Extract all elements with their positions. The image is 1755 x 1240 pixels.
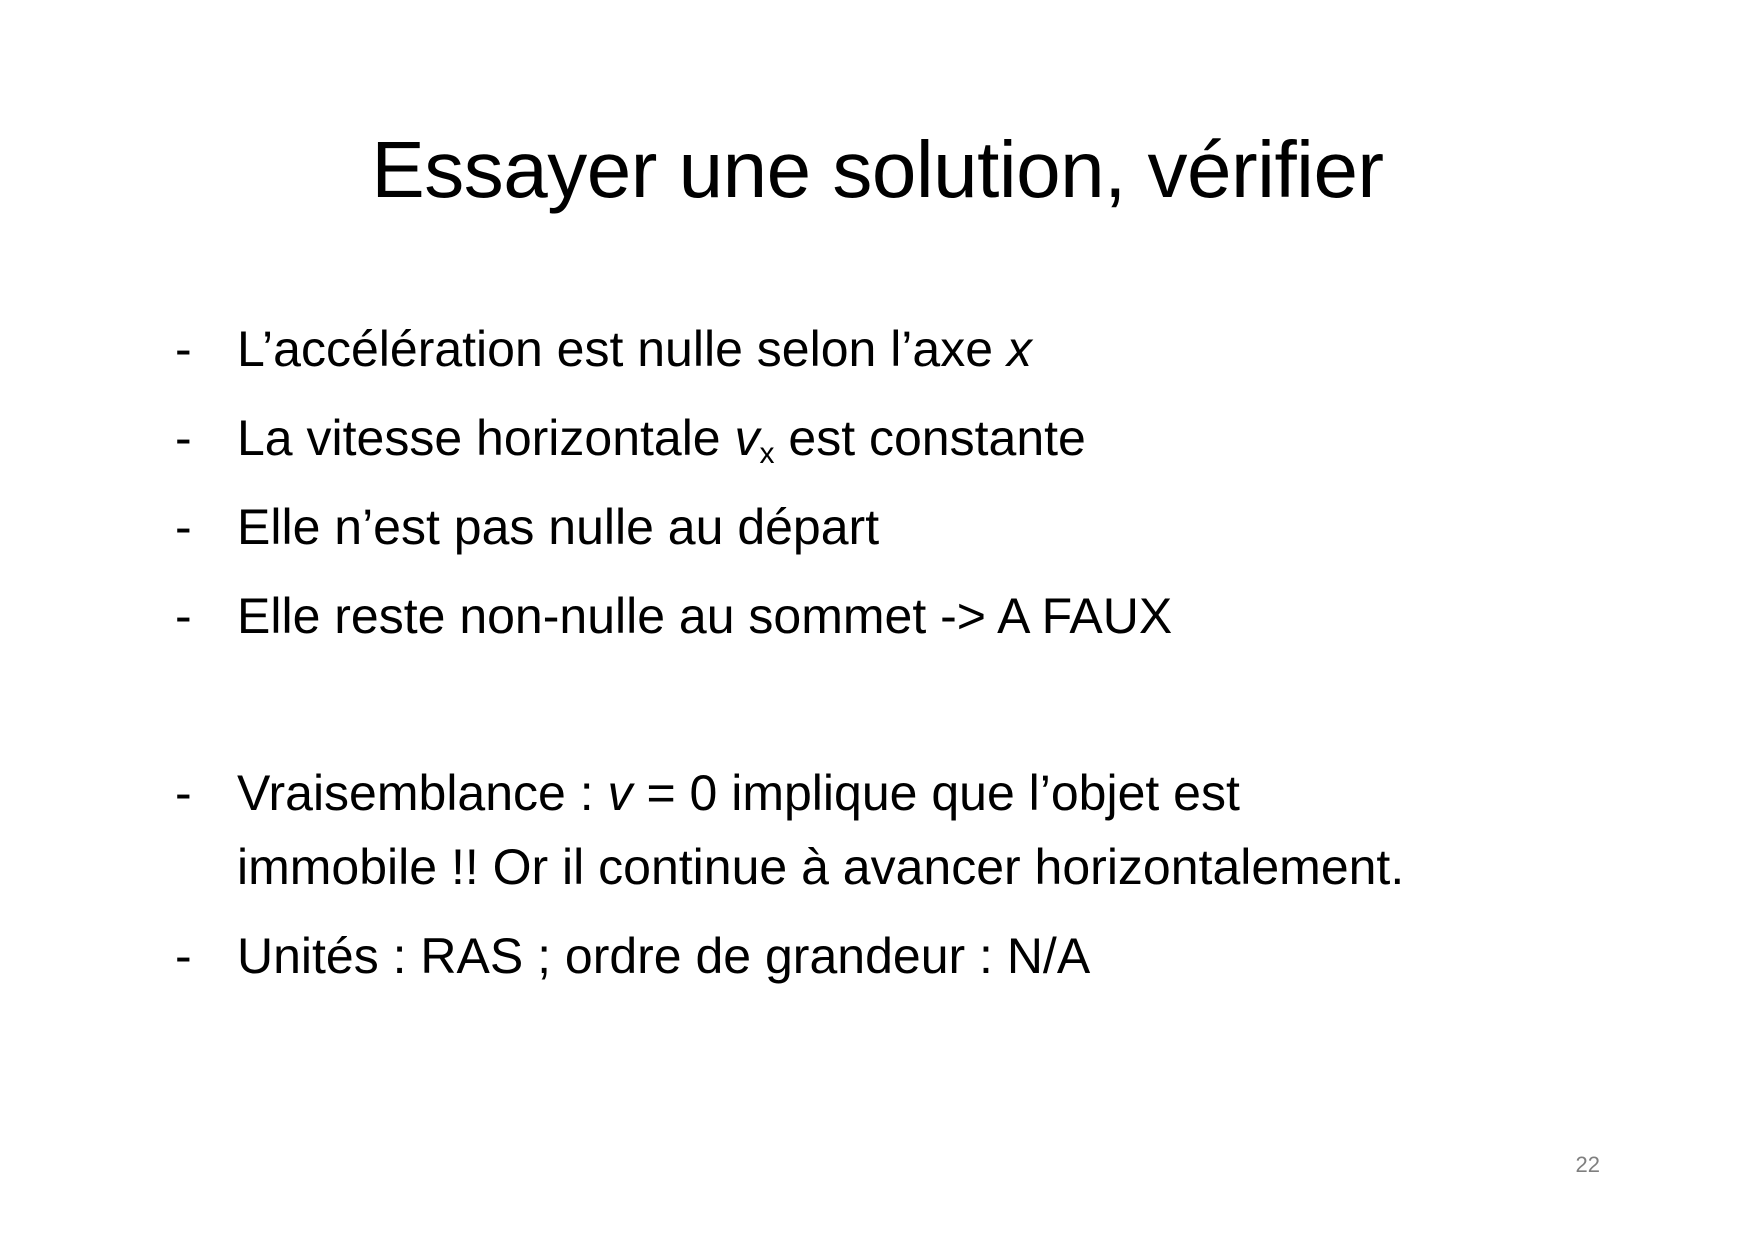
- bullet-line: immobile !! Or il continue à avancer horizontalement.: [237, 839, 1405, 895]
- bullet-line: [237, 756, 1637, 830]
- bullet-text-part: La vitesse horizontale: [237, 410, 735, 466]
- bullet-text: Unités : RAS ; ordre de grandeur : N/A: [237, 928, 1091, 984]
- slide-title: Essayer une solution, vérifier: [371, 125, 1384, 214]
- bullet-marker: -: [175, 588, 192, 644]
- bullet-text-part: = 0 implique que l’objet est: [632, 765, 1240, 821]
- variable-subscript: x: [759, 437, 775, 470]
- bullet-marker: -: [175, 765, 192, 821]
- bullet-marker: -: [175, 928, 192, 984]
- bullet-text-part: L’accélération est nulle selon l’axe: [237, 321, 1007, 377]
- bullet-text: [237, 312, 1637, 386]
- variable-symbol: v: [607, 765, 633, 821]
- bullet-text-part: Vraisemblance :: [237, 765, 608, 821]
- variable-symbol: x: [1006, 321, 1032, 377]
- bullet-marker: -: [175, 321, 192, 377]
- bullet-text: [237, 401, 1637, 491]
- variable-symbol: v: [734, 410, 760, 466]
- bullet-text: Elle n’est pas nulle au départ: [237, 499, 880, 555]
- bullet-text-part: est constante: [774, 410, 1086, 466]
- bullet-marker: -: [175, 410, 192, 466]
- page-number: 22: [1575, 1152, 1600, 1177]
- bullet-text: Elle reste non-nulle au sommet -> A FAUX: [237, 588, 1173, 644]
- bullet-marker: -: [175, 499, 192, 555]
- bullet-text: [237, 756, 1637, 904]
